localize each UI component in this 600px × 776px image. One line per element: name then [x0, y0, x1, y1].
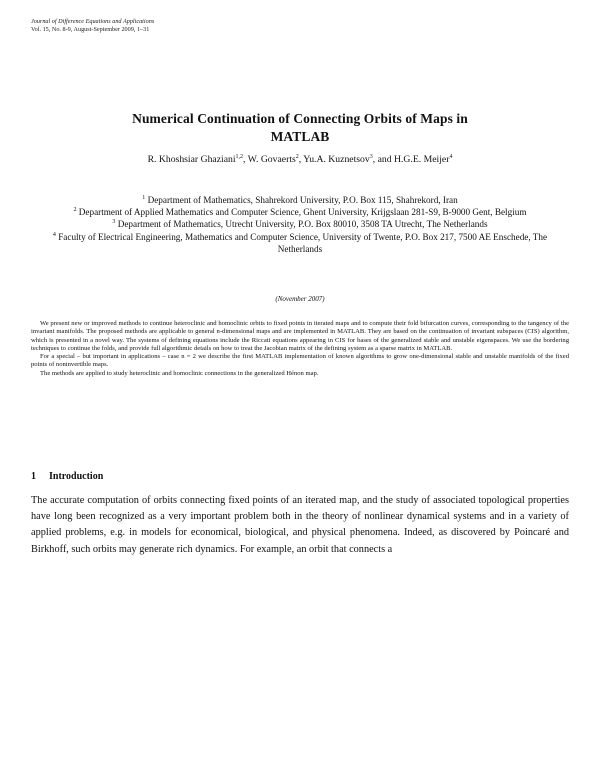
title-line-1: Numerical Continuation of Connecting Orbits of Maps in [132, 111, 468, 126]
journal-issue: Vol. 15, No. 8-9, August-September 2009, 1–31 [31, 26, 150, 33]
author-name: R. Khoshsiar Ghaziani [147, 154, 236, 165]
body-text [31, 493, 569, 558]
author-affil-mark: 1,2 [235, 153, 244, 160]
author-1 [148, 154, 248, 165]
affiliation-3 [31, 218, 569, 230]
author-affil-mark: 3 [369, 153, 373, 160]
paper-title [31, 110, 569, 146]
affiliation-2 [31, 206, 569, 218]
affiliation-number: 3 [112, 219, 116, 226]
journal-header [31, 18, 154, 34]
affiliation-4 [31, 231, 569, 255]
affiliation-list [31, 194, 569, 255]
title-line-2: MATLAB [270, 129, 330, 144]
affiliation-number: 2 [73, 207, 77, 214]
author-3 [303, 154, 394, 165]
affiliation-1 [31, 194, 569, 206]
author-affil-mark: 2 [295, 153, 299, 160]
author-affil-mark: 4 [449, 153, 453, 160]
author-separator: , and [372, 154, 395, 165]
author-list [31, 154, 569, 166]
author-name: W. Govaerts [247, 154, 296, 165]
body-paragraph-1: The accurate computation of orbits connecting fixed points of an iterated map, and the study of associated topological properties have long been recognized as a very important problem both in the theory of nonlinear dynamical systems and in a variety of applied problems, e.g. in models for economical, biological, and physical phenomena. Indeed, as discovered by Poincaré and Birkhoff, such orbits may generate rich dynamics. For example, an orbit that connects a [31, 495, 569, 555]
section-number: 1 [31, 471, 36, 482]
affiliation-text: Department of Mathematics, Shahrekord University, P.O. Box 115, Shahrekord, Iran [147, 195, 458, 205]
author-name: H.G.E. Meijer [394, 154, 450, 165]
author-name: Yu.A. Kuznetsov [303, 154, 370, 165]
author-4 [394, 154, 452, 165]
author-separator: , [298, 154, 304, 165]
abstract-paragraph-3: The methods are applied to study heteroclinic and homoclinic connections in the generalized Hénon map. [40, 369, 319, 377]
affiliation-text: Faculty of Electrical Engineering, Mathematics and Computer Science, University of Twente, P.O. Box 217, 7500 AE Enschede, The Netherlands [58, 231, 548, 254]
journal-name: Journal of Difference Equations and Applications [31, 18, 155, 25]
section-title: Introduction [49, 471, 104, 482]
abstract-paragraph-2: For a special – but important in applications – case n = 2 we describe the first MATLAB implementation of known algorithms to grow one-dimensional stable and unstable manifolds of the fixed points of noninvertible maps. [31, 353, 569, 369]
author-separator: , [243, 154, 248, 165]
paper-date: (November 2007) [275, 295, 325, 303]
abstract-paragraph-1: We present new or improved methods to continue heteroclinic and homoclinic orbits to fixed points in iterated maps and to compute their fold bifurcation curves, corresponding to the tangency of the invariant manifolds. The proposed methods are applicable to general n-dimensional maps and are implemented in MATLAB. They are based on the continuation of invariant subspaces (CIS) algorithm, which is presented in a novel way. The systems of defining equations include the Riccati equations appearing in CIS for bases of the generalized stable and unstable eigenspaces. We use the bordering techniques to continue the folds, and provide full algorithmic details on how to treat the Jacobian matrix of the defining system as a sparse matrix in MATLAB. [31, 320, 569, 352]
affiliation-text: Department of Mathematics, Utrecht University, P.O. Box 80010, 3508 TA Utrecht, The Netherlands [117, 219, 488, 230]
affiliation-number: 4 [52, 231, 56, 238]
affiliation-text: Department of Applied Mathematics and Computer Science, Ghent University, Krijgslaan 281-S9, B-9000 Gent, Belgium [78, 207, 527, 218]
author-2 [248, 154, 304, 165]
section-heading [31, 471, 103, 483]
affiliation-number: 1 [142, 194, 146, 201]
abstract [31, 320, 569, 378]
